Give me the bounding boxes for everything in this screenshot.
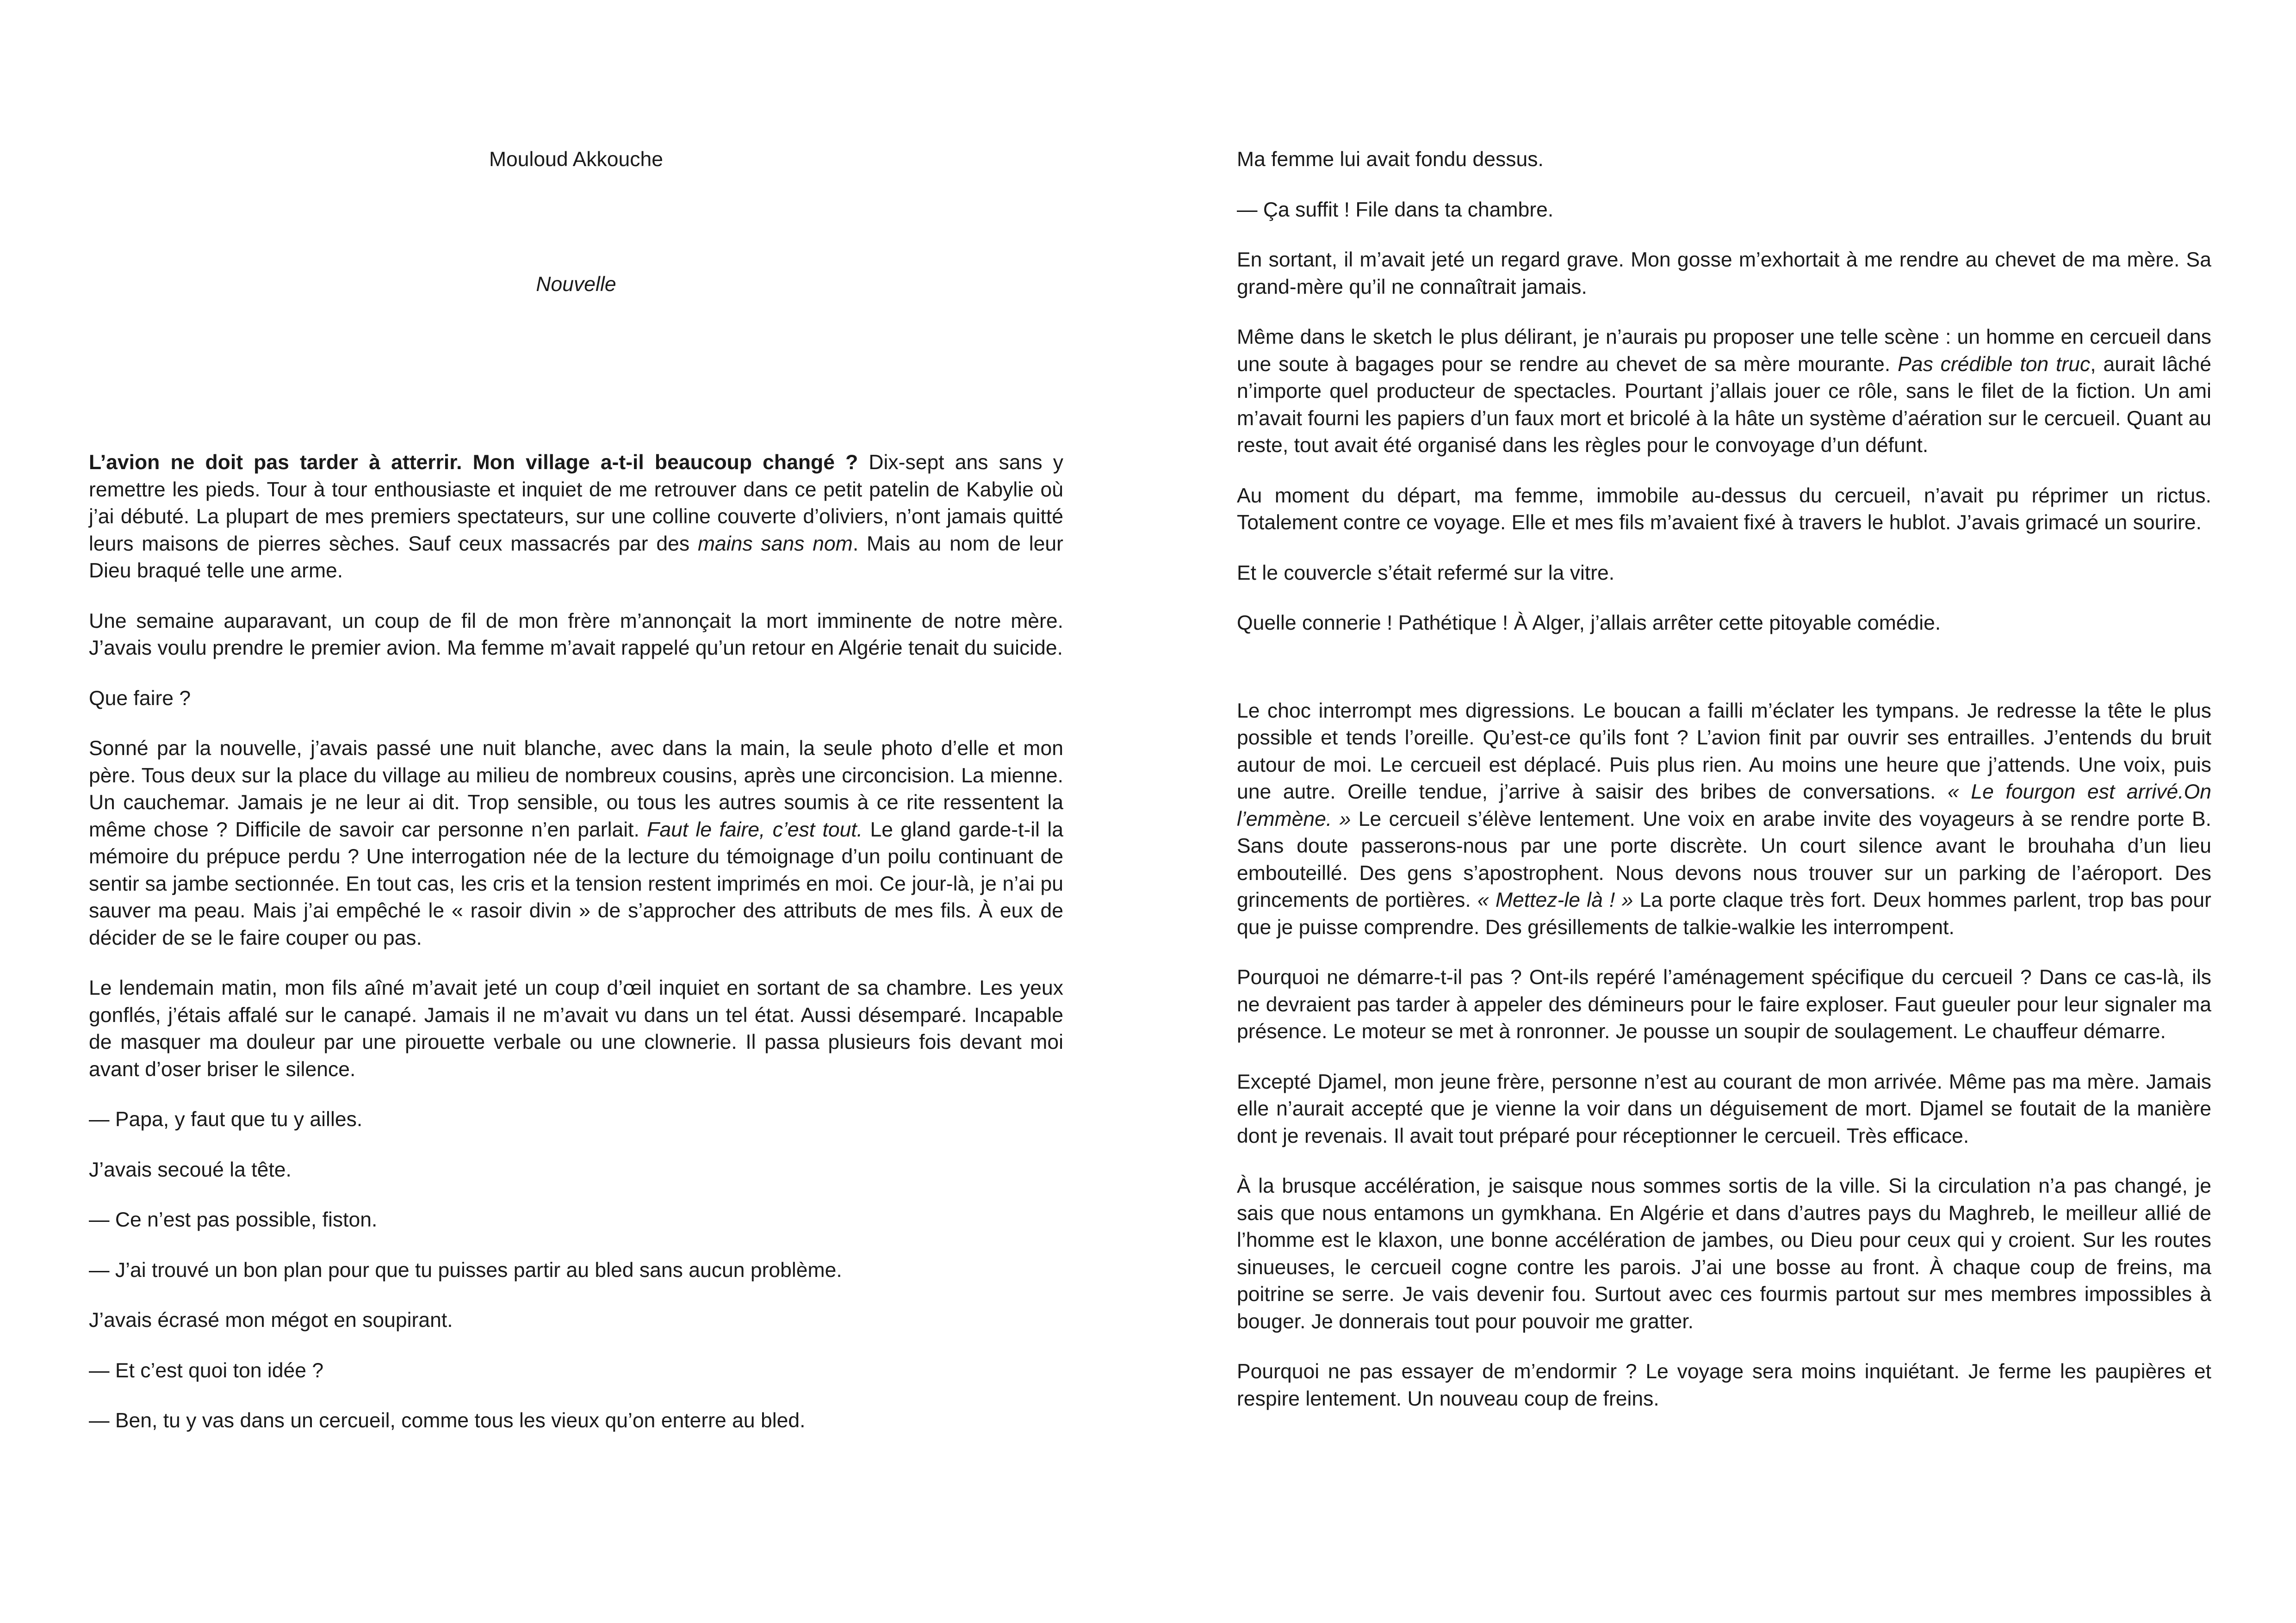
- paragraph: Pourquoi ne démarre-t-il pas ? Ont-ils repéré l’aménagement spécifique du cercueil ? Dans ce cas-là, ils ne devraient pas tarder à appeler des démineurs pour le faire exploser. Faut gueuler pour leur signaler ma présence. Le moteur se met à ronronner. Je pousse un soupir de soulagement. Le chauffeur démarre.: [1237, 966, 2211, 1043]
- dialogue-line: — Ça suffit ! File dans ta chambre.: [1237, 198, 1554, 221]
- text-run: Le choc interrompt mes digressions. Le boucan a failli m’éclater les tympans. Je redresse la tête le plus possible et tends l’oreille. Qu’est-ce qu’ils font ? L’avion finit par ouvrir ses entrailles. J’entends du bruit autour de moi. Le cercueil est déplacé. Puis plus rien. Au moins une heure que j’attends. Une voix, puis une autre. Oreille tendue, j’arrive à saisir des bribes de conversations.: [1237, 699, 2211, 803]
- italic-run: « Le fourgon est arrivé.On l’emmène. »: [1237, 781, 2211, 830]
- paragraph: Que faire ?: [89, 687, 191, 710]
- dialogue-line: — J’ai trouvé un bon plan pour que tu puisses partir au bled sans aucun problème.: [89, 1258, 842, 1282]
- paragraph: [89, 449, 1063, 585]
- paragraph: Quelle connerie ! Pathétique ! À Alger, j’allais arrêter cette pitoyable comédie.: [1237, 612, 1941, 634]
- dialogue-line: — Ben, tu y vas dans un cercueil, comme tous les vieux qu’on enterre au bled.: [89, 1409, 806, 1432]
- left-column: [89, 146, 1063, 1458]
- paragraph: Et le couvercle s’était refermé sur la vitre.: [1237, 561, 1615, 584]
- paragraph: À la brusque accélération, je saisque nous sommes sortis de la ville. Si la circulation n’a pas changé, je sais que nous entamons un gymkhana. En Algérie et dans d’autres pays du Maghreb, le meilleur allié de l’homme est le klaxon, une bonne accélération de jambes, ou Dieu pour ceux qui y croient. Sur les routes sinueuses, le cercueil cogne contre les parois. J’ai une bosse au front. À chaque coup de freins, ma poitrine se serre. Je vais devenir fou. Surtout avec ces fourmis partout sur mes membres impossibles à bouger. Je donnerais tout pour pouvoir me gratter.: [1237, 1175, 2211, 1333]
- genre-label: Nouvelle: [536, 273, 616, 296]
- paragraph: Le lendemain matin, mon fils aîné m’avait jeté un coup d’œil inquiet en sortant de sa chambre. Les yeux gonflés, j’étais affalé sur le canapé. Jamais il ne m’avait vu dans un tel état. Aussi désemparé. Incapable de masquer ma douleur par une pirouette verbale ou une clownerie. Il passa plusieurs fois devant moi avant d’oser briser le silence.: [89, 977, 1063, 1081]
- paragraph: Au moment du départ, ma femme, immobile au-dessus du cercueil, n’avait pu réprimer un rictus. Totalement contre ce voyage. Elle et mes fils m’avaient fixé à travers le hublot. J’avais grimacé un sourire.: [1237, 484, 2211, 534]
- paragraph: [89, 735, 1063, 952]
- italic-run: mains sans nom: [697, 532, 853, 555]
- text-run: Le cercueil s’élève lentement. Une voix en arabe invite des voyageurs à se rendre porte B. Sans doute passerons-nous par une porte discrète. Un court silence avant le brouhaha d’un lieu embouteillé. Des gens s’apostrophent. Nous devons nous trouver sur un parking de l’aéroport. Des grincements de portières.: [1237, 807, 2211, 911]
- text-run: Dix-sept ans sans y remettre les pieds. Tour à tour enthousiaste et inquiet de me retrouver dans ce petit patelin de Kabylie où j’ai débuté. La plupart de mes premiers spectateurs, sur une colline couverte d’oliviers, n’ont jamais quitté leurs maisons de pierres sèches. Sauf ceux massacrés par des: [89, 451, 1063, 555]
- paragraph: [1237, 698, 2211, 942]
- text-run: Même dans le sketch le plus délirant, je n’aurais pu proposer une telle scène : un homme en cercueil dans une soute à bagages pour se rendre au chevet de sa mère mourante.: [1237, 326, 2211, 376]
- paragraph: [1237, 324, 2211, 459]
- italic-run: « Mettez-le là ! »: [1477, 889, 1633, 911]
- right-page: [1148, 0, 2296, 1623]
- dialogue-line: — Et c’est quoi ton idée ?: [89, 1359, 324, 1382]
- text-run: . Mais au nom de leur Dieu braqué telle une arme.: [89, 532, 1064, 582]
- italic-run: Faut le faire, c’est tout.: [647, 818, 863, 841]
- paragraph: Une semaine auparavant, un coup de fil de mon frère m’annonçait la mort imminente de notre mère. J’avais voulu prendre le premier avion. Ma femme m’avait rappelé qu’un retour en Algérie tenait du suicide.: [89, 609, 1063, 659]
- dialogue-line: — Ce n’est pas possible, fiston.: [89, 1208, 378, 1231]
- italic-run: Pas crédible ton truc: [1898, 353, 2091, 376]
- paragraph: Excepté Djamel, mon jeune frère, personne n’est au courant de mon arrivée. Même pas ma mère. Jamais elle n’aurait accepté que je vienne la voir dans un déguisement de mort. Djamel se foutait de la manière dont je revenais. Il avait tout préparé pour réceptionner le cercueil. Très efficace.: [1237, 1070, 2211, 1147]
- paragraph: J’avais écrasé mon mégot en soupirant.: [89, 1309, 453, 1332]
- text-run: La porte claque très fort. Deux hommes parlent, trop bas pour que je puisse comprendre. Des grésillements de talkie-walkie les interrompent.: [1237, 889, 2212, 939]
- dialogue-line: — Papa, y faut que tu y ailles.: [89, 1108, 363, 1131]
- paragraph: Ma femme lui avait fondu dessus.: [1237, 148, 1544, 171]
- right-column: [1237, 146, 2211, 1436]
- bold-lead: L’avion ne doit pas tarder à atterrir. Mon village a-t-il beaucoup changé ?: [89, 451, 858, 474]
- author-name: Mouloud Akkouche: [489, 148, 664, 171]
- text-run: Le gland garde-t-il la mémoire du prépuce perdu ? Une interrogation née de la lecture du témoignage d’un poilu continuant de sentir sa jambe sectionnée. En tout cas, les cris et la tension restent imprimés en moi. Ce jour-là, je n’ai pu sauver ma peau. Mais j’ai empêché le « rasoir divin » de s’approcher des attributs de mes fils. À eux de décider de se le faire couper ou pas.: [89, 818, 1064, 949]
- paragraph: J’avais secoué la tête.: [89, 1158, 292, 1181]
- spacer: [89, 298, 1063, 449]
- paragraph: Pourquoi ne pas essayer de m’endormir ? Le voyage sera moins inquiétant. Je ferme les paupières et respire lentement. Un nouveau coup de freins.: [1237, 1360, 2211, 1410]
- paragraph: En sortant, il m’avait jeté un regard grave. Mon gosse m’exhortait à me rendre au chevet de ma mère. Sa grand-mère qu’il ne connaîtrait jamais.: [1237, 248, 2211, 298]
- text-run: Sonné par la nouvelle, j’avais passé une nuit blanche, avec dans la main, la seule photo d’elle et mon père. Tous deux sur la place du village au milieu de nombreux cousins, après une circoncision. La mienne. Un cauchemar. Jamais je ne leur ai dit. Trop sensible, ou tous les autres soumis à ce rite ressentent la même chose ? Difficile de savoir car personne n’en parlait.: [89, 737, 1063, 841]
- text-run: , aurait lâché n’importe quel producteur de spectacles. Pourtant j’allais jouer ce rôle, sans le filet de la fiction. Un ami m’avait fourni les papiers d’un faux mort et bricolé à la hâte un système d’aération sur le cercueil. Quant au reste, tout avait été organisé dans les règles pour le convoyage d’un défunt.: [1237, 353, 2212, 457]
